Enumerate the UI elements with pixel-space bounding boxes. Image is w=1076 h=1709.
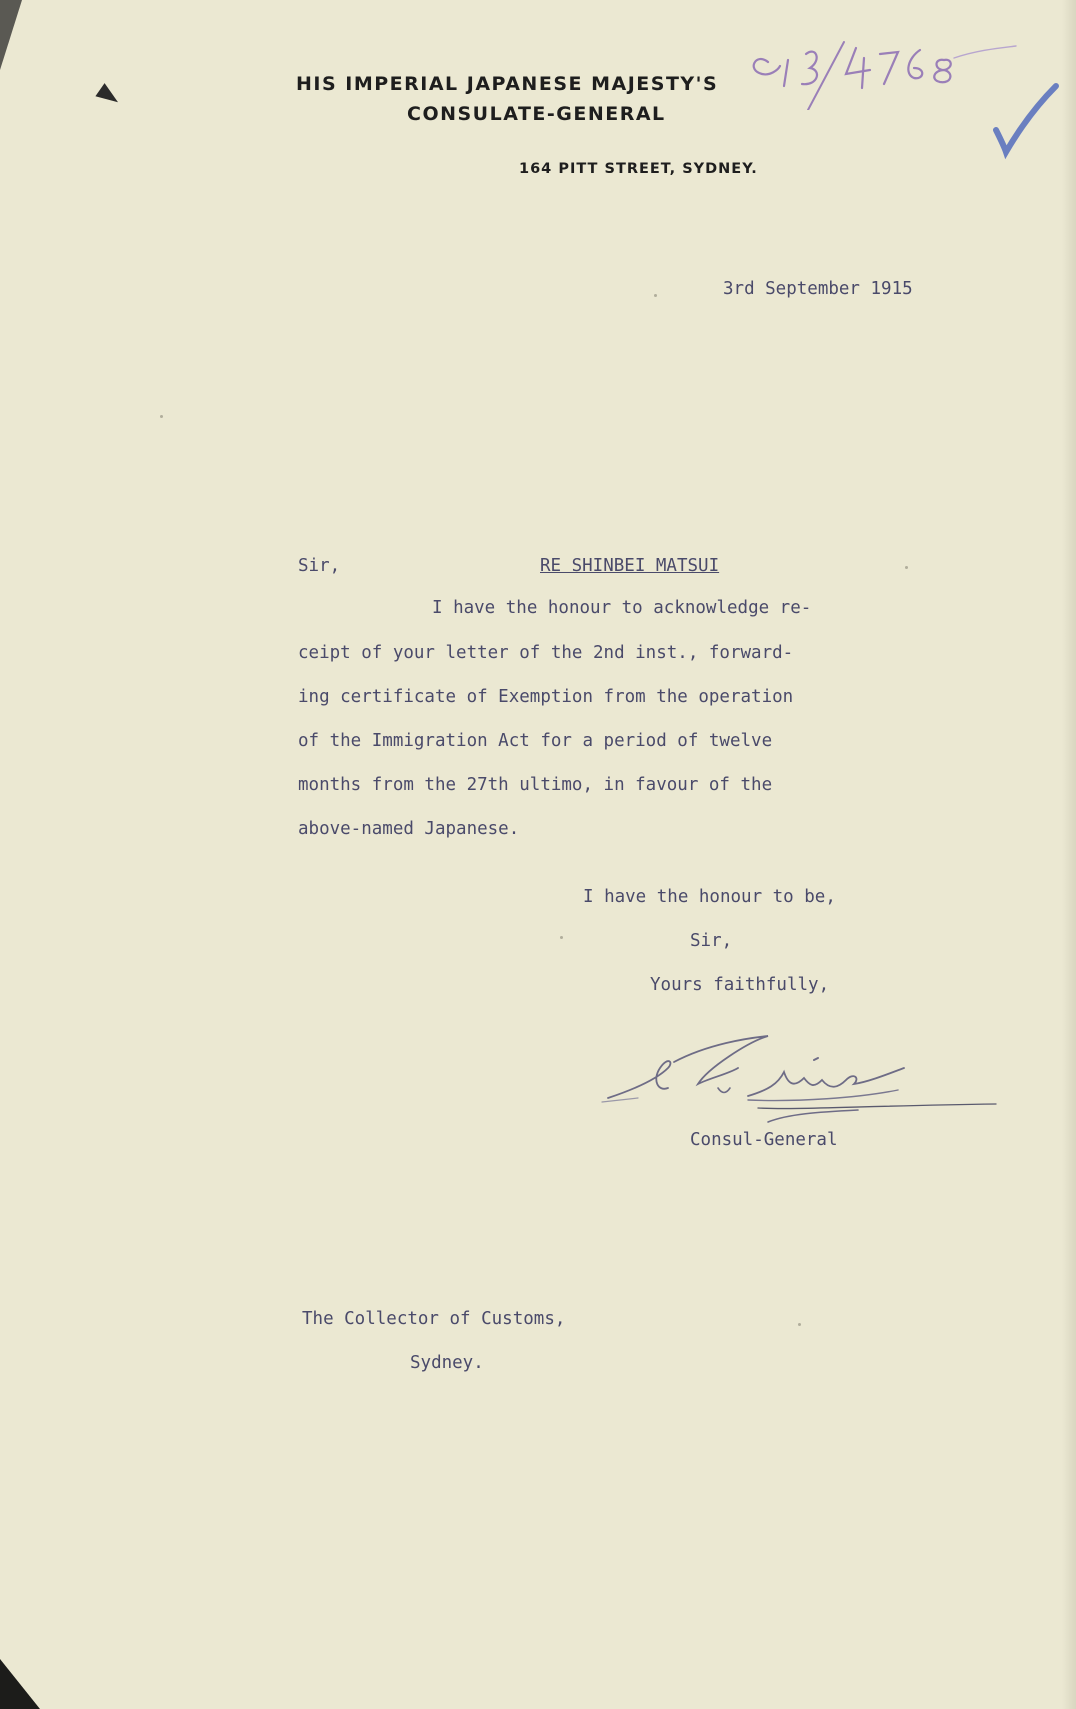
punch-mark-icon [95, 83, 122, 109]
letterhead-address: 164 PITT STREET, SYDNEY. [519, 161, 758, 177]
body-line: of the Immigration Act for a period of twelve [298, 731, 773, 751]
paper-edge-shadow [1062, 0, 1076, 1709]
paper-speck [905, 566, 908, 569]
letterhead-subtitle: CONSULATE-GENERAL [407, 103, 666, 125]
body-line: ceipt of your letter of the 2nd inst., forward- [298, 643, 794, 663]
addressee-name: The Collector of Customs, [302, 1309, 566, 1329]
body-line: ing certificate of Exemption from the operation [298, 687, 794, 707]
letter-subject: RE SHINBEI MATSUI [540, 556, 720, 576]
body-line: I have the honour to acknowledge re- [432, 598, 812, 618]
closing-line: I have the honour to be, [583, 887, 836, 907]
addressee-city: Sydney. [410, 1353, 484, 1373]
body-line: above-named Japanese. [298, 819, 520, 839]
salutation: Sir, [298, 556, 341, 576]
paper-speck [560, 936, 563, 939]
handwritten-file-reference [748, 40, 1018, 110]
letterhead-title: HIS IMPERIAL JAPANESE MAJESTY'S [296, 73, 719, 95]
closing-line: Sir, [690, 931, 733, 951]
signatory-title: Consul-General [690, 1130, 838, 1150]
torn-corner-bottom-left [0, 1659, 40, 1709]
closing-line: Yours faithfully, [650, 975, 830, 995]
paper-speck [798, 1323, 801, 1326]
body-line: months from the 27th ultimo, in favour of the [298, 775, 773, 795]
torn-corner-top-left [0, 0, 22, 70]
checkmark-icon [990, 80, 1060, 160]
handwritten-signature [598, 1028, 998, 1138]
paper-speck [654, 294, 657, 297]
paper-speck [160, 415, 163, 418]
letter-date: 3rd September 1915 [723, 279, 913, 299]
